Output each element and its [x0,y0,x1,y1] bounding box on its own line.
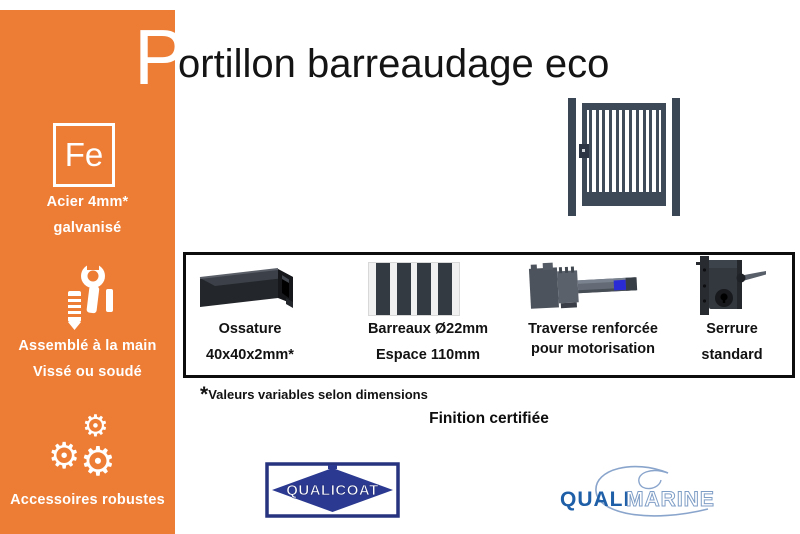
traverse-label: Traverse renforcée [528,321,658,337]
gate-handle [579,144,589,158]
serrure-label: Serrure [706,321,758,337]
gate-left-post [568,98,576,216]
page-title-initial: P [134,13,187,101]
qualimarine-logo [552,463,726,525]
gate-right-post [672,98,680,216]
assembly-line-1: Assemblé à la main [18,338,157,354]
material-line-2: galvanisé [53,220,122,236]
footnote-asterisk: * [200,383,209,406]
qualimarine-logo-outline-text: MARINE [626,488,715,511]
finish-heading: Finition certifiée [429,410,549,427]
ossature-tube-image [198,262,300,314]
iron-symbol-icon [53,123,115,187]
gear-icon: ⚙ [48,435,81,476]
gear-icon: ⚙ [82,410,109,443]
gear-icon: ⚙ [80,440,116,484]
wrench-icon [56,262,120,332]
footnote [200,383,428,407]
assembly-line-2: Vissé ou soudé [33,364,142,380]
barreaux-spacing: Espace 110mm [376,347,480,363]
qualicoat-logo [265,461,401,519]
iron-symbol-label: Fe [64,136,104,173]
gate-product-image [562,90,688,216]
gears-icon [46,412,126,490]
serrure-sublabel: standard [701,347,763,363]
gate-frame [582,103,666,206]
accessories-line: Accessoires robustes [10,492,165,508]
qualicoat-logo-text: QUALICOAT [286,482,379,499]
footnote-text: Valeurs variables selon dimensions [208,387,428,402]
ossature-label: Ossature [218,321,282,337]
page-title: ortillon barreaudage eco [178,42,610,86]
barreaux-image [368,262,460,316]
gate-bars [587,110,661,192]
traverse-motor-image [524,258,650,316]
qualimarine-logo-solid-text: QUALI [560,488,631,511]
lock-image [696,254,768,318]
traverse-sublabel: pour motorisation [530,341,656,357]
ossature-dimensions: 40x40x2mm* [206,347,294,363]
barreaux-label: Barreaux Ø22mm [367,321,489,337]
material-line-1: Acier 4mm* [46,194,129,210]
